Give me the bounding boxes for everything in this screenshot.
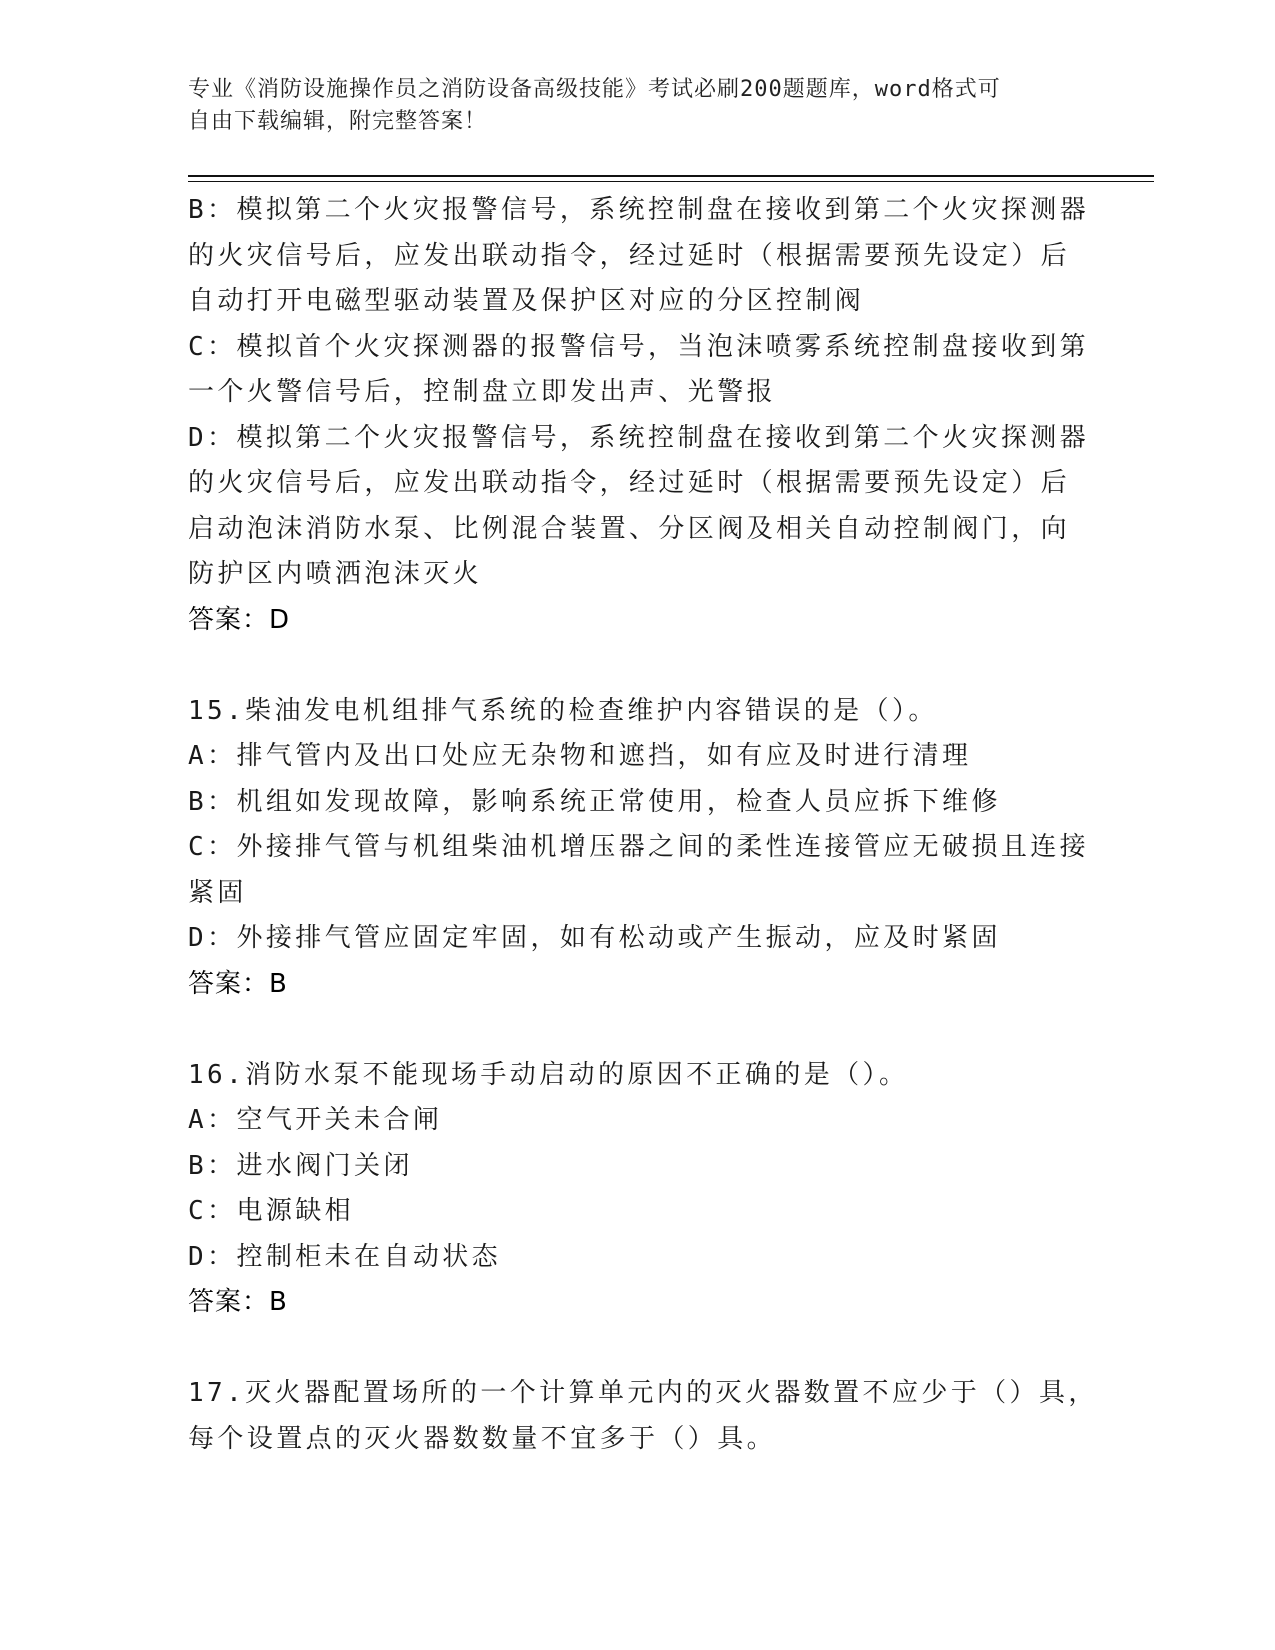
option-text-line: 防护区内喷洒泡沫灭火 [188,559,483,589]
option-text-line: 自动打开电磁型驱动装置及保护区对应的分区控制阀 [188,286,865,316]
question-stem: 16.消防水泵不能现场手动启动的原因不正确的是（）。 [188,1059,909,1090]
option-text-line: 的火灾信号后，应发出联动指令，经过延时（根据需要预先设定）后 [188,240,1071,271]
question-stem: 每个设置点的灭火器数数量不宜多于（）具。 [188,1423,777,1454]
option-text-line: C：外接排气管与机组柴油机增压器之间的柔性连接管应无破损且连接 [188,832,1090,862]
option-text-line: 启动泡沫消防水泵、比例混合装置、分区阀及相关自动控制阀门，向 [188,513,1071,544]
question-17 [188,1371,1098,1462]
option-a: A：排气管内及出口处应无杂物和遮挡，如有应及时进行清理 [188,741,972,771]
spacer [188,1326,1088,1372]
header-line: 自由下载编辑，附完整答案！ [188,109,488,134]
option-text-line: 的火灾信号后，应发出联动指令，经过延时（根据需要预先设定）后 [188,468,1071,498]
question-16 [188,1053,1088,1326]
header-divider-thick [188,175,1154,177]
option-a: A：空气开关未合闸 [188,1105,443,1135]
option-text-line: D：模拟第二个火灾报警信号，系统控制盘在接收到第二个火灾探测器 [188,422,1090,453]
option-d [188,416,1088,598]
option-c: C：电源缺相 [188,1196,355,1226]
question-content [188,188,1098,1462]
answer-line: 答案：B [188,1287,288,1317]
option-text-line: C：模拟首个火灾探测器的报警信号，当泡沫喷雾系统控制盘接收到第 [188,331,1090,362]
option-text-line: 一个火警信号后，控制盘立即发出声、光警报 [188,377,777,407]
option-b: B：机组如发现故障，影响系统正常使用，检查人员应拆下维修 [188,786,1001,817]
option-c [188,825,1088,916]
option-b: B：进水阀门关闭 [188,1150,413,1181]
page-header [188,74,1088,138]
question-stem: 17.灭火器配置场所的一个计算单元内的灭火器数置不应少于（）具， [188,1378,1098,1408]
option-text-line: B：模拟第二个火灾报警信号，系统控制盘在接收到第二个火灾探测器 [188,195,1090,225]
option-text-line: 紧固 [188,877,247,908]
header-divider-thin [188,181,1154,182]
option-d: D：控制柜未在自动状态 [188,1241,502,1272]
answer-line: 答案：B [188,968,288,999]
option-b [188,188,1088,325]
option-d: D：外接排气管应固定牢固，如有松动或产生振动，应及时紧固 [188,923,1001,953]
question-15 [188,689,1088,1008]
answer-line: 答案：D [188,604,291,635]
question-stem: 15.柴油发电机组排气系统的检查维护内容错误的是（）。 [188,695,938,726]
option-c [188,325,1088,416]
question-14 [188,188,1088,643]
header-line: 专业《消防设施操作员之消防设备高级技能》考试必刷200题题库，word格式可 [188,77,1001,102]
spacer [188,643,1088,689]
spacer [188,1007,1088,1053]
